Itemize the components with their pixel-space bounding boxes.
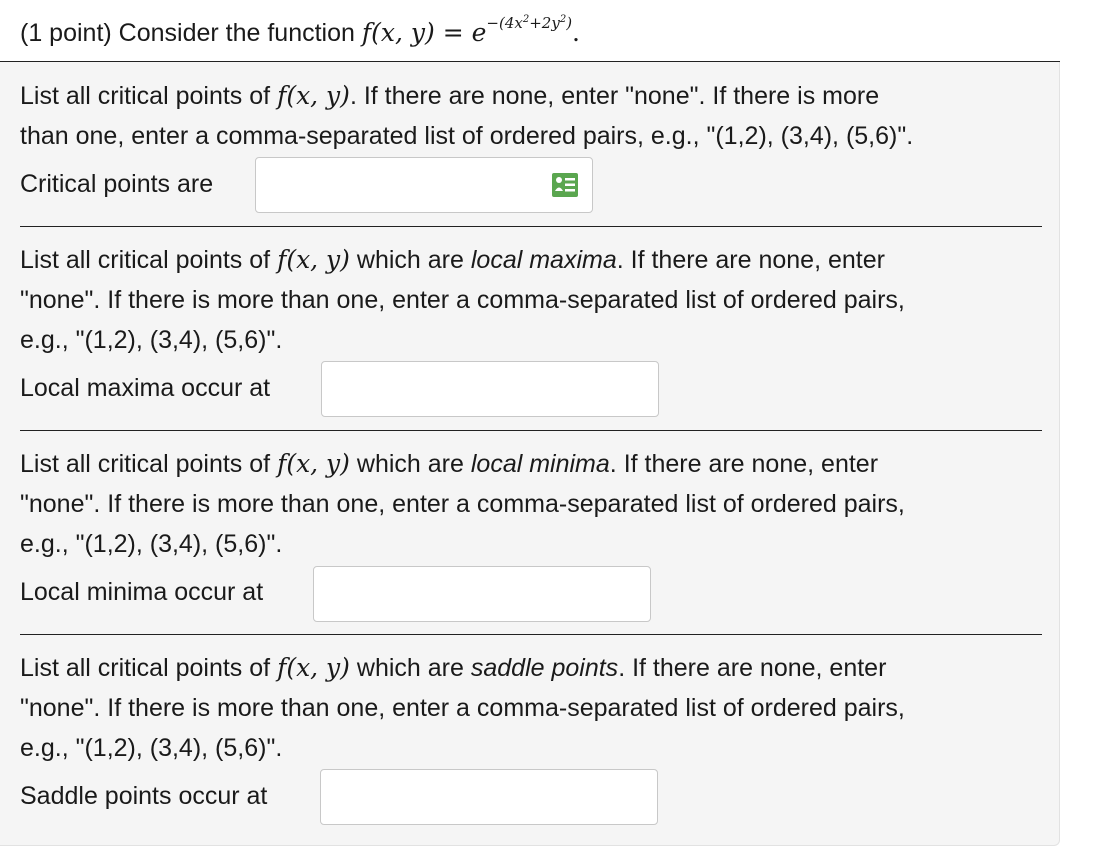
divider <box>20 430 1042 431</box>
local-minima-label: Local minima occur at <box>20 578 264 606</box>
local-maxima-input[interactable] <box>321 361 659 417</box>
local-maxima-label: Local maxima occur at <box>20 374 271 402</box>
local-minima-input[interactable] <box>313 566 651 622</box>
critical-points-input[interactable] <box>255 157 593 213</box>
problem-prefix: (1 point) Consider the function <box>20 19 355 47</box>
function-exponent: −(4x2+2y2) <box>486 14 573 32</box>
saddle-points-label: Saddle points occur at <box>20 782 268 810</box>
problem-statement <box>20 14 580 48</box>
saddle-points-input[interactable] <box>320 769 658 825</box>
function-formula: f(x, $y) = e^{-(4x^2+2y^2)}$. <box>361 14 580 47</box>
part-2-instructions: List all critical points of f(x, y) which are local maxima. If there are none, enter "none". If there is more than one, enter a comma-separated list of ordered pairs, e.g., "(1,2), (3,4), (5,6)". <box>20 245 905 354</box>
equation-editor-icon[interactable] <box>551 172 579 198</box>
problem-header <box>0 0 1060 62</box>
part-4-instructions: List all critical points of f(x, y) which are saddle points. If there are none, enter "none". If there is more than one, enter a comma-separated list of ordered pairs, e.g., "(1,2), (3,4), (5,6)". <box>20 653 905 762</box>
critical-points-label: Critical points are <box>20 170 214 198</box>
divider <box>20 634 1042 635</box>
divider <box>20 226 1042 227</box>
part-3-instructions: List all critical points of f(x, y) which are local minima. If there are none, enter "none". If there is more than one, enter a comma-separated list of ordered pairs, e.g., "(1,2), (3,4), (5,6)". <box>20 449 905 558</box>
part-1-instructions: List all critical points of f(x, y). If there are none, enter "none". If there is more than one, enter a comma-separated list of ordered pairs, e.g., "(1,2), (3,4), (5,6)". <box>20 81 914 150</box>
